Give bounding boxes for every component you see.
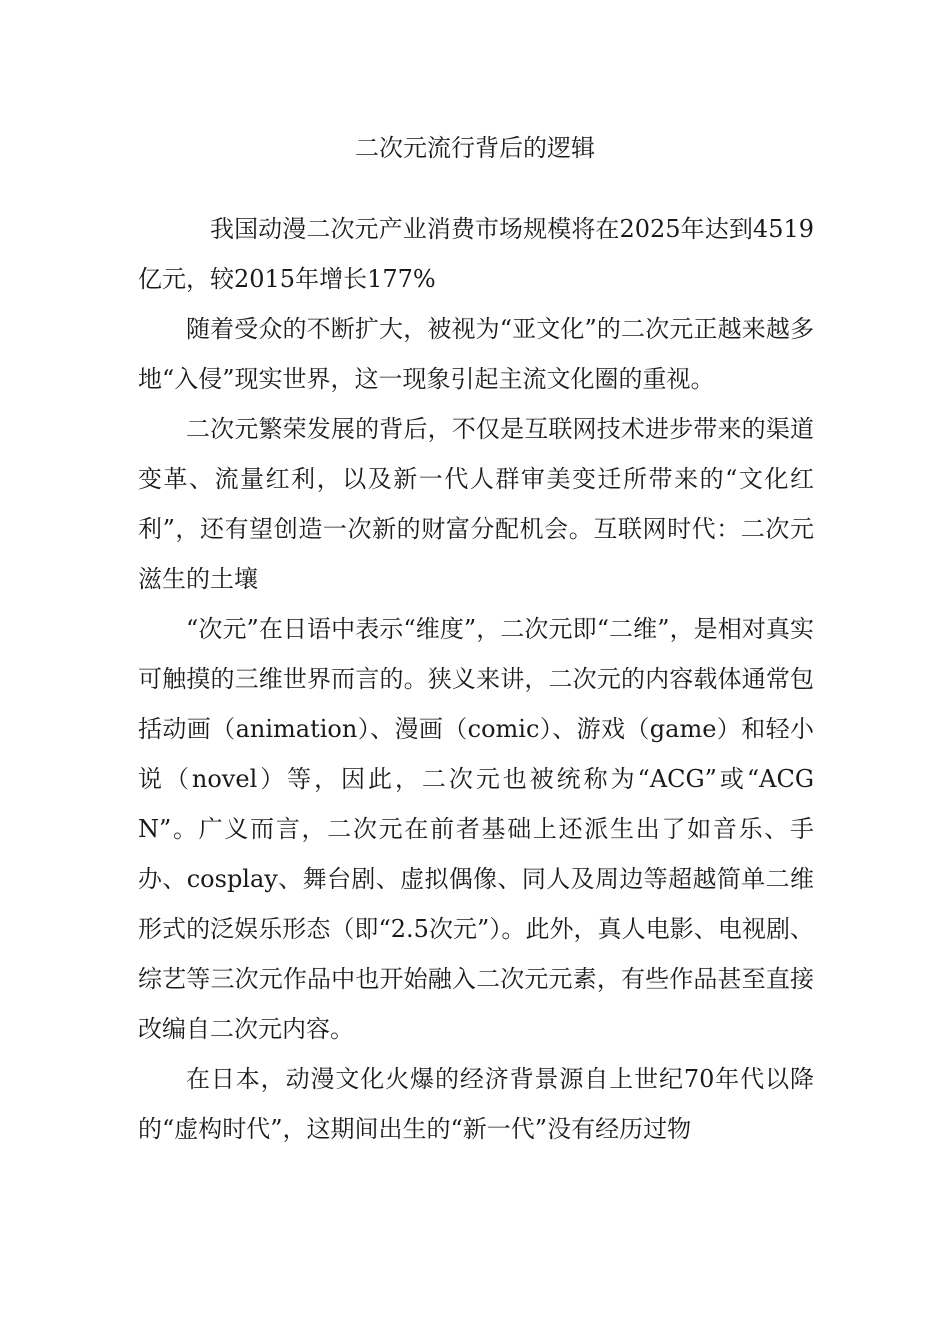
paragraph-audience: 随着受众的不断扩大，被视为“亚文化”的二次元正越来越多地“入侵”现实世界，这一现象引起主流文化圈的重视。	[138, 315, 814, 393]
paragraph-definition: “次元”在日语中表示“维度”，二次元即“二维”，是相对真实可触摸的三维世界而言的。狭义来讲，二次元的内容载体通常包括动画（animation）、漫画（comic）、游戏（game）和轻小说（novel）等，因此，二次元也被统称为“ACG”或“ACGN”。广义而言，二次元在前者基础上还派生出了如音乐、手办、cosplay、舞台剧、虚拟偶像、同人及周边等超越简单二维形式的泛娱乐形态（即“2.5次元”）。此外，真人电影、电视剧、综艺等三次元作品中也开始融入二次元元素，有些作品甚至直接改编自二次元内容。	[138, 615, 814, 1043]
document-title: 二次元流行背后的逻辑	[355, 134, 595, 163]
paragraph-prosperity: 二次元繁荣发展的背后，不仅是互联网技术进步带来的渠道变革、流量红利，以及新一代人群审美变迁所带来的“文化红利”，还有望创造一次新的财富分配机会。互联网时代：二次元滋生的土壤	[138, 415, 814, 593]
paragraph-japan: 在日本，动漫文化火爆的经济背景源自上世纪70年代以降的“虚构时代”，这期间出生的“新一代”没有经历过物	[138, 1065, 814, 1143]
paragraph-market-size: 我国动漫二次元产业消费市场规模将在2025年达到4519亿元，较2015年增长177%	[138, 215, 814, 293]
document-body	[138, 204, 814, 1154]
